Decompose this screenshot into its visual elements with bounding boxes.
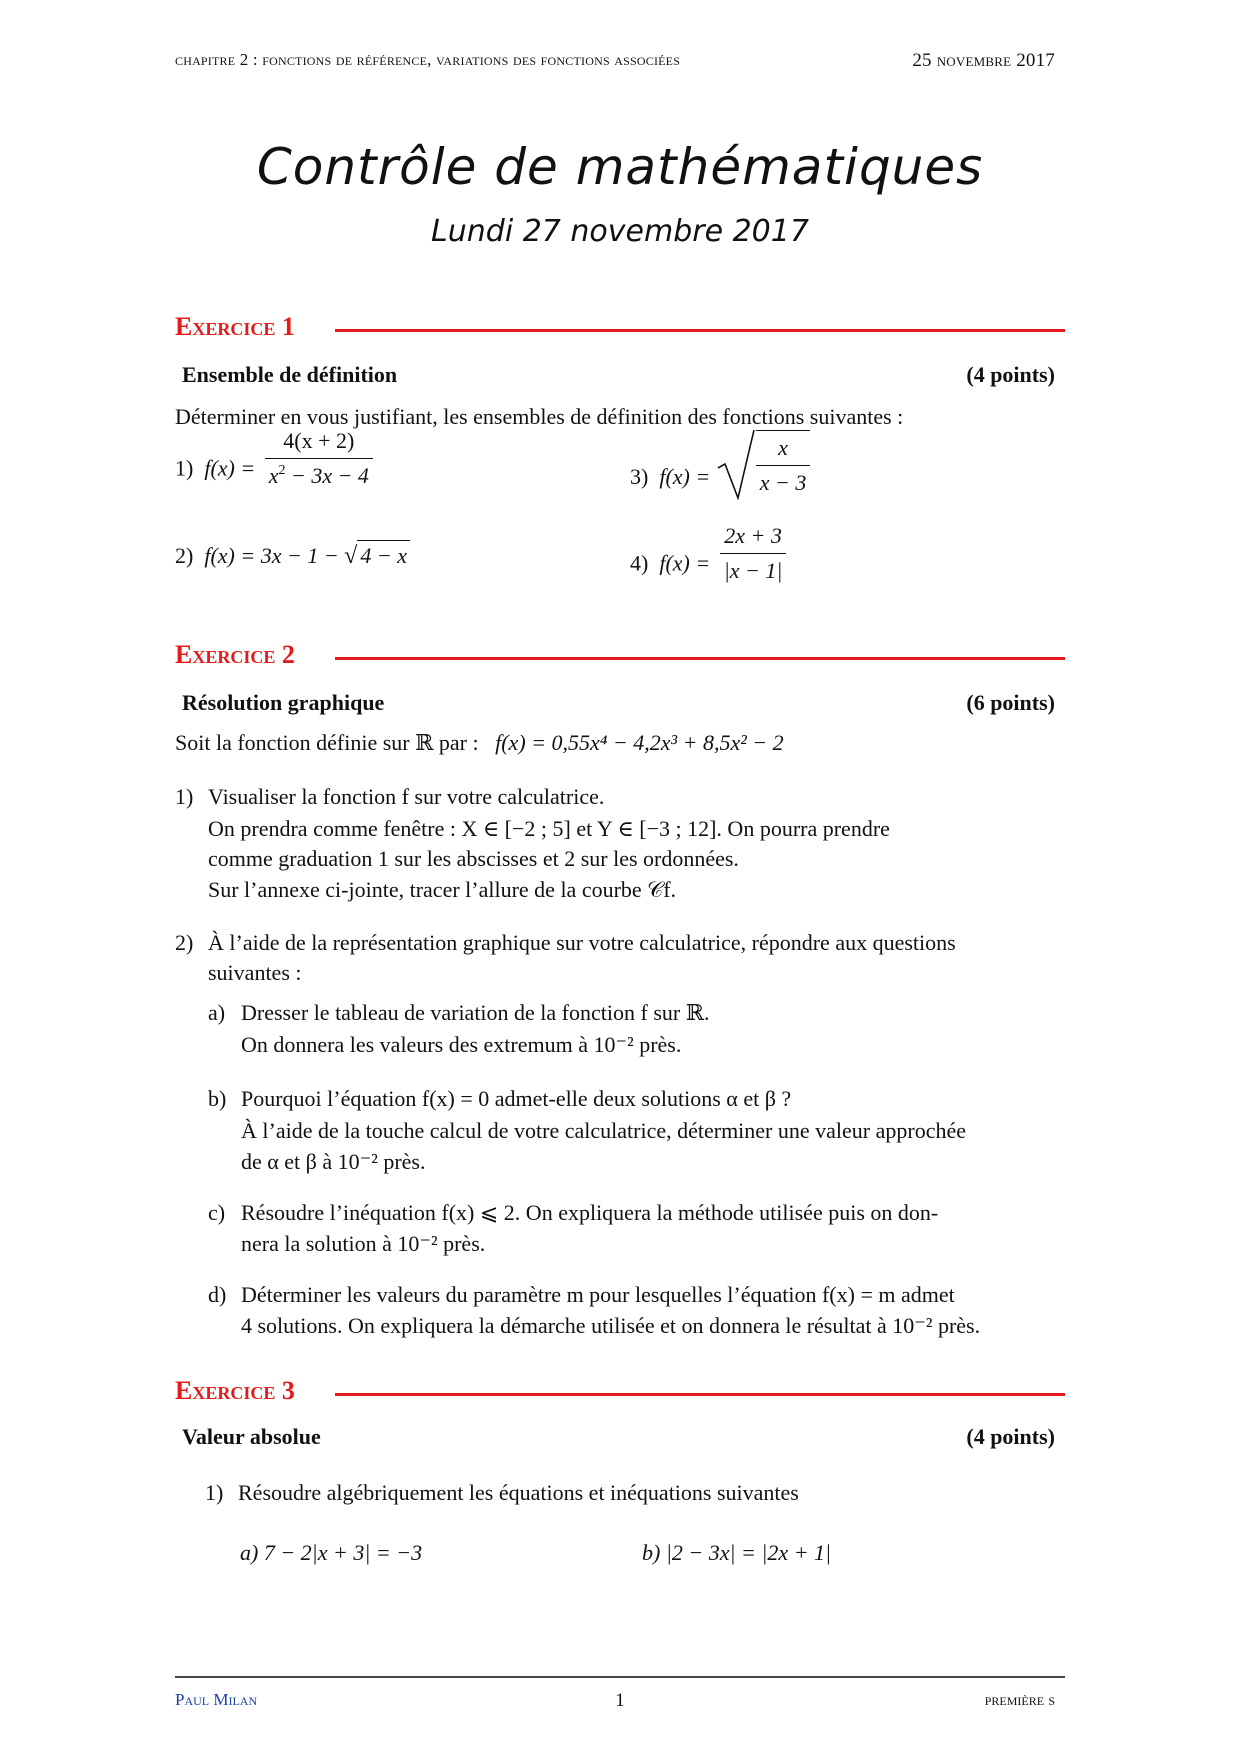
ex2-b-line1: Pourquoi l’équation f(x) = 0 admet-elle deux solutions α et β ?	[241, 1086, 792, 1111]
footer-class: première s	[984, 1690, 1055, 1709]
ex1-q1-lhs: f(x) =	[204, 455, 256, 481]
ex2-q1-line2: On prendra comme fenêtre : X ∈ [−2 ; 5] et Y ∈ [−3 ; 12]. On pourra prendre	[208, 816, 890, 841]
exercise-1-rule	[335, 329, 1065, 332]
exercise-3-rule	[335, 1393, 1065, 1396]
ex2-q2-line1: À l’aide de la représentation graphique sur votre calculatrice, répondre aux questions	[208, 930, 956, 955]
ex2-c-line1: Résoudre l’inéquation f(x) ⩽ 2. On expliquera la méthode utilisée puis on don-	[241, 1200, 939, 1225]
footer-author: Paul Milan	[175, 1690, 258, 1709]
ex1-q3-lhs: f(x) =	[659, 464, 711, 490]
exercise-3-points: (4 points)	[966, 1424, 1055, 1449]
ex2-c-line2: nera la solution à 10⁻² près.	[241, 1231, 486, 1256]
ex1-q3-number: 3)	[630, 464, 649, 490]
ex2-d-number: d)	[208, 1282, 227, 1307]
exercise-1-points: (4 points)	[966, 362, 1055, 387]
ex2-a-number: a)	[208, 1000, 226, 1025]
ex2-function-formula: f(x) = 0,55x⁴ − 4,2x³ + 8,5x² − 2	[495, 730, 784, 755]
ex1-q2-lhs: f(x) = 3x − 1 −	[204, 543, 345, 568]
ex1-q1-numerator: 4(x + 2)	[283, 428, 355, 453]
exercise-3-section: Valeur absolue	[182, 1424, 321, 1449]
ex2-d-line1: Déterminer les valeurs du paramètre m pour lesquelles l’équation f(x) = m admet	[241, 1282, 955, 1307]
running-header-date: 25 novembre 2017	[912, 50, 1055, 71]
ex3-equation-b: b) |2 − 3x| = |2x + 1|	[642, 1540, 832, 1565]
exercise-2-points: (6 points)	[966, 690, 1055, 715]
exercise-1-section: Ensemble de définition	[182, 362, 398, 387]
ex1-question-4	[630, 523, 790, 586]
page-title: Contrôle de mathématiques	[256, 138, 984, 196]
ex1-q1-number: 1)	[175, 455, 194, 481]
ex2-q1-line1: Visualiser la fonction f sur votre calculatrice.	[208, 784, 605, 809]
radical-sign-icon	[716, 428, 756, 500]
ex2-q1-line3: comme graduation 1 sur les abscisses et 2 sur les ordonnées.	[208, 846, 739, 871]
ex1-q3-sqrt	[716, 428, 811, 500]
exercise-1-intro: Déterminer en vous justifiant, les ensembles de définition des fonctions suivantes :	[175, 404, 904, 429]
ex1-q4-denominator: |x − 1|	[720, 553, 787, 586]
footer-rule	[175, 1676, 1065, 1678]
ex1-q4-number: 4)	[630, 550, 649, 576]
exercise-2-intro	[175, 728, 784, 758]
ex1-q2-radicand: 4 − x	[357, 540, 410, 571]
ex1-q4-fraction	[720, 521, 787, 586]
page-subtitle: Lundi 27 novembre 2017	[431, 214, 809, 249]
exercise-2-section: Résolution graphique	[182, 690, 385, 715]
exercise-3-title: Exercice 3	[175, 1376, 295, 1405]
ex1-q1-denominator: $x^2 - 3x - 4$	[265, 458, 373, 491]
ex1-q3-fraction	[756, 430, 811, 498]
ex2-q2-line2: suivantes :	[208, 960, 302, 985]
radical-sign-icon: √	[344, 543, 358, 569]
ex2-intro-text: Soit la fonction définie sur ℝ par :	[175, 730, 479, 755]
ex3-q1-number: 1)	[205, 1480, 224, 1505]
footer-page-number: 1	[615, 1690, 625, 1711]
ex3-q1-text: Résoudre algébriquement les équations et inéquations suivantes	[238, 1480, 799, 1505]
ex2-b-number: b)	[208, 1086, 227, 1111]
ex2-a-line1: Dresser le tableau de variation de la fonction f sur ℝ.	[241, 1000, 710, 1025]
ex2-q2-number: 2)	[175, 930, 194, 955]
ex2-b-line3: de α et β à 10⁻² près.	[241, 1149, 426, 1174]
ex1-q2-number: 2)	[175, 543, 194, 568]
ex3-equation-a: a) 7 − 2|x + 3| = −3	[240, 1540, 423, 1565]
ex2-q1-line4: Sur l’annexe ci-jointe, tracer l’allure de la courbe 𝒞f.	[208, 877, 677, 902]
ex2-q1-number: 1)	[175, 784, 194, 809]
exercise-2-rule	[335, 657, 1065, 660]
ex1-q3-denominator: x − 3	[756, 465, 811, 498]
ex2-c-number: c)	[208, 1200, 226, 1225]
ex1-q4-lhs: f(x) =	[659, 550, 711, 576]
ex2-d-line2: 4 solutions. On expliquera la démarche utilisée et on donnera le résultat à 10⁻² près.	[241, 1313, 981, 1338]
running-header-chapter: chapitre 2 : fonctions de référence, variations des fonctions associées	[175, 50, 681, 69]
exercise-1-title: Exercice 1	[175, 312, 295, 341]
ex2-a-line2: On donnera les valeurs des extremum à 10⁻² près.	[241, 1032, 682, 1057]
exercise-2-title: Exercice 2	[175, 640, 295, 669]
ex1-question-1	[175, 428, 377, 491]
ex1-question-3	[630, 435, 810, 500]
ex2-b-line2: À l’aide de la touche calcul de votre calculatrice, déterminer une valeur approchée	[241, 1118, 967, 1143]
ex1-q1-fraction	[265, 426, 373, 491]
ex1-question-2	[175, 540, 410, 571]
ex1-q4-numerator: 2x + 3	[724, 523, 782, 548]
ex1-q3-numerator: x	[778, 435, 788, 460]
